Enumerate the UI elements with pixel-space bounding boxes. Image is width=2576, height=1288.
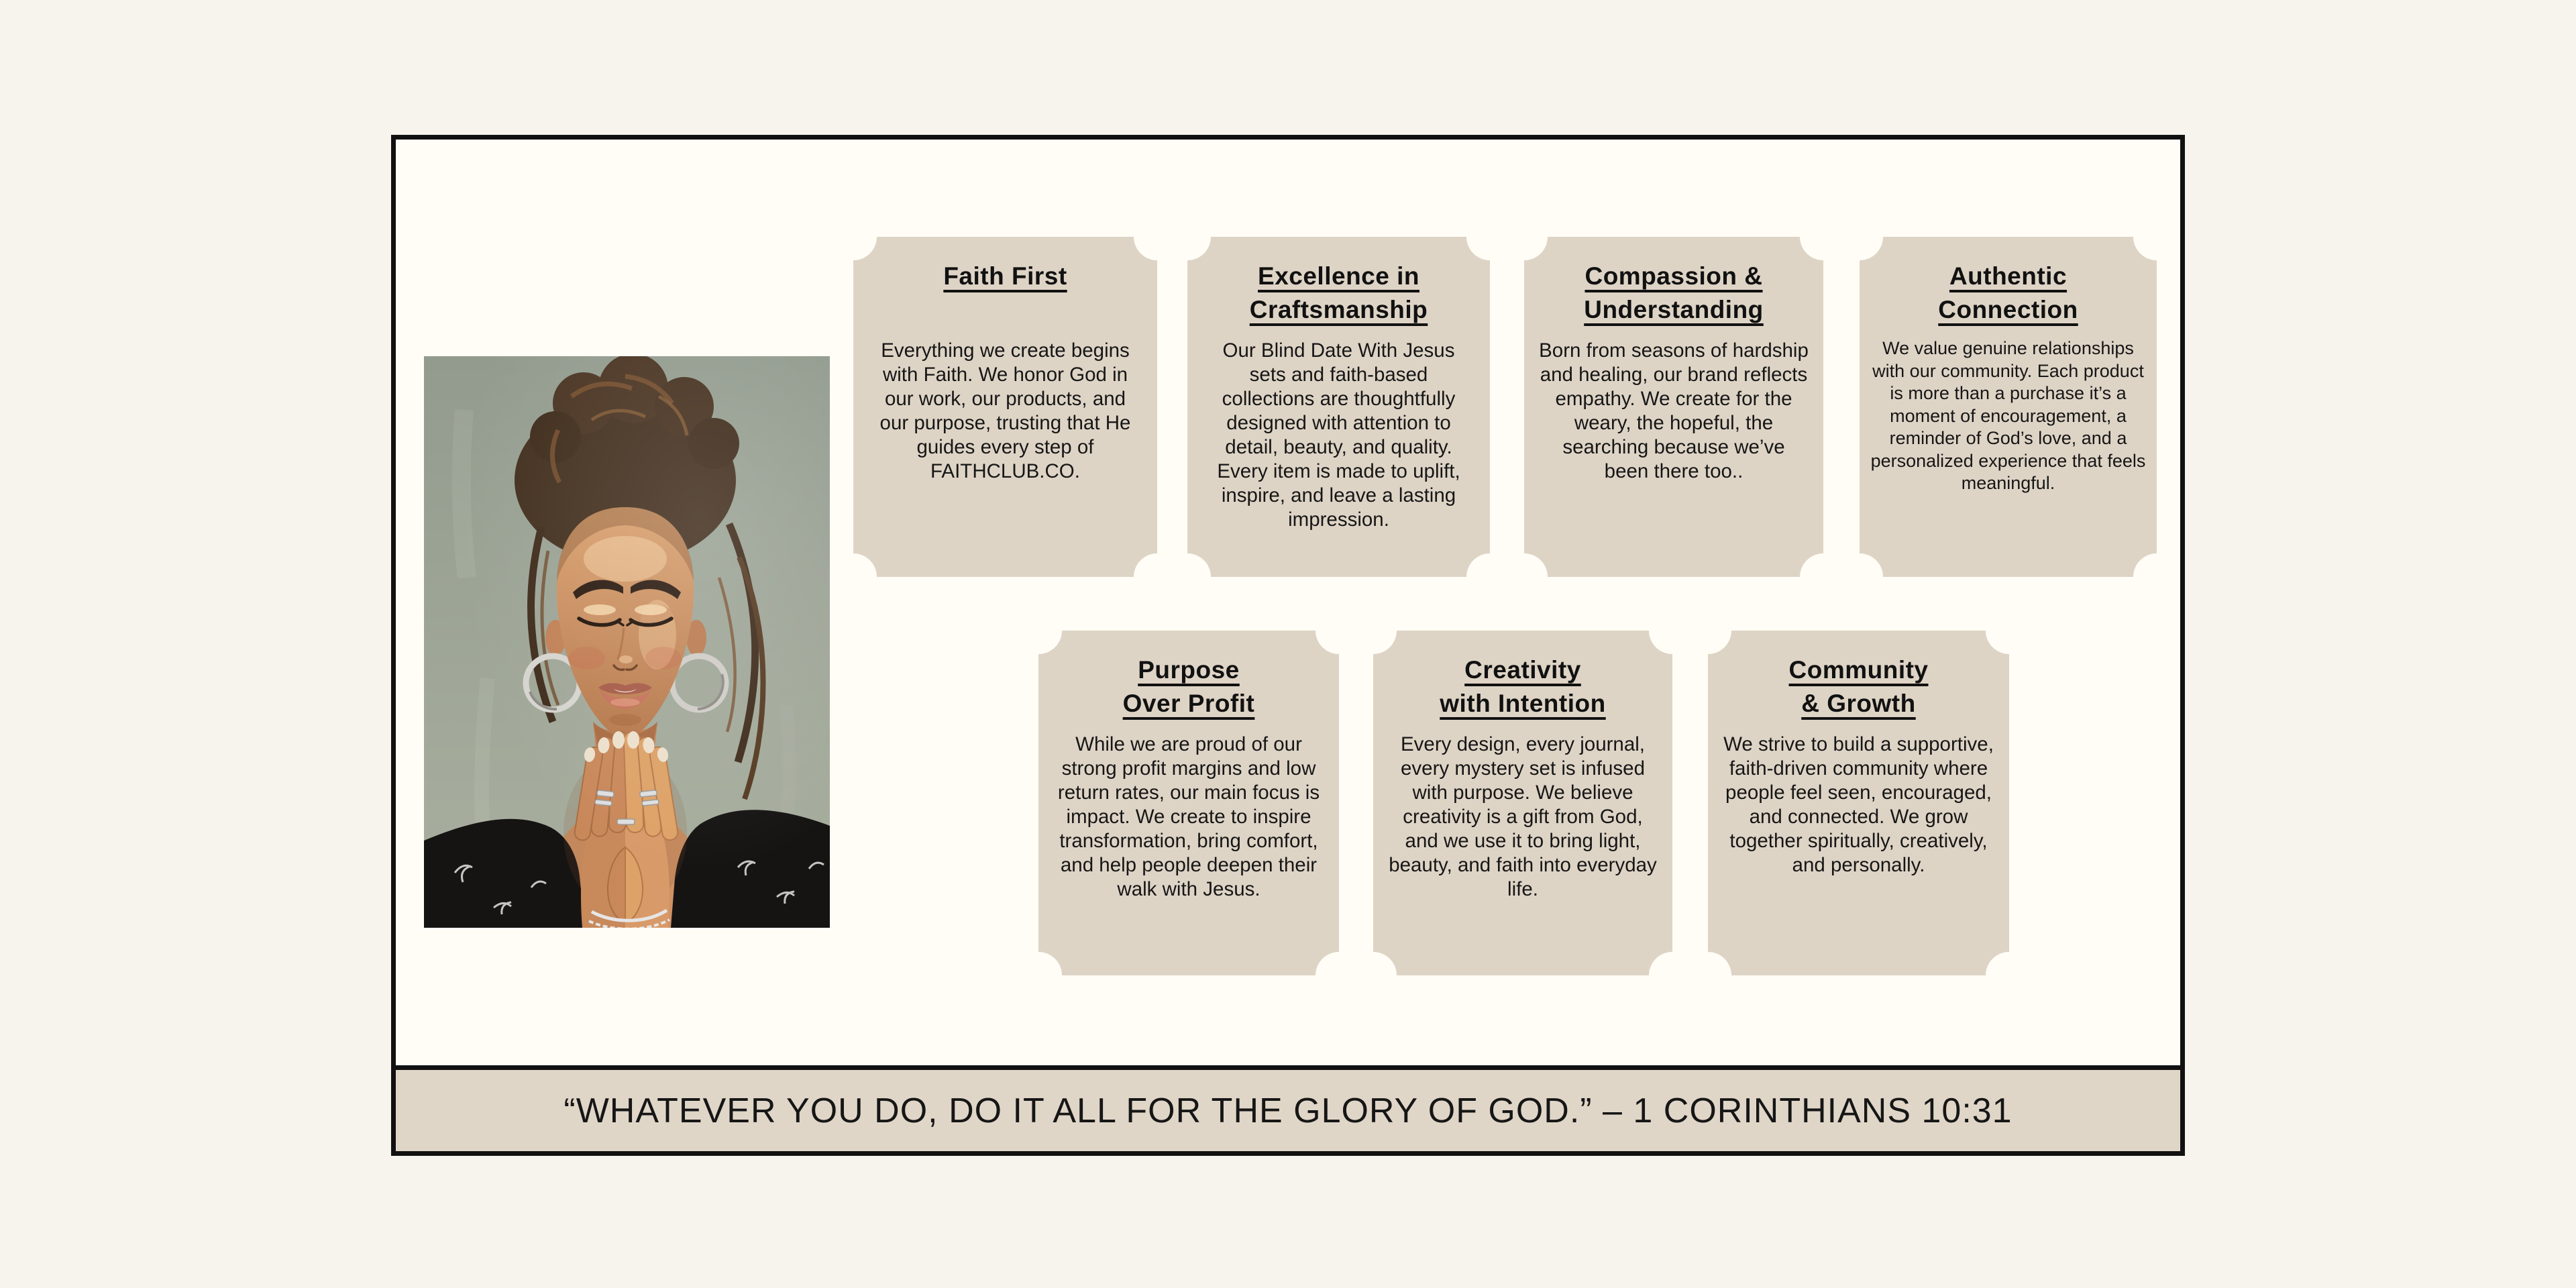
corner-notch <box>1164 553 1211 600</box>
card-body: While we are proud of our strong profit margins and low return rates, our main focus is impact. We create to inspire transformation, bring comfort, and help people deepen their walk with Jesus. <box>1057 733 1320 900</box>
card-body: Our Blind Date With Jesus sets and faith-based collections are thoughtfully designed with attention to detail, beauty, and quality. Every item is made to uplift, inspire, and leave a lasting impression. <box>1217 339 1460 531</box>
woman-praying-portrait <box>424 356 830 928</box>
scripture-quote-text: “WHATEVER YOU DO, DO IT ALL FOR THE GLORY OF GOD.” – 1 CORINTHIANS 10:31 <box>564 1091 2012 1130</box>
slide-frame <box>391 135 2185 1156</box>
value-card-authentic-connection <box>1860 237 2157 577</box>
card-body: Everything we create begins with Faith. We honor God in our work, our products, and our purpose, trusting that He guides every step of FAITHCLUB.CO. <box>879 339 1131 482</box>
value-card-faith-first <box>853 237 1157 577</box>
card-title: Excellence in Craftsmanship <box>1249 262 1428 323</box>
corner-notch <box>830 213 877 260</box>
card-body: Born from seasons of hardship and healing, our brand reflects empathy. We create for the weary, the hopeful, the searching because we’ve been there too.. <box>1539 339 1809 482</box>
corner-notch <box>1350 952 1397 999</box>
corner-notch <box>1986 952 2033 999</box>
corner-notch <box>1684 607 1731 654</box>
card-title: Compassion & Understanding <box>1584 262 1764 323</box>
value-card-creativity <box>1373 631 1672 975</box>
corner-notch <box>1015 952 1062 999</box>
corner-notch <box>2133 213 2180 260</box>
card-title: Community & Growth <box>1788 656 1929 717</box>
corner-notch <box>830 553 877 600</box>
corner-notch <box>1015 607 1062 654</box>
corner-notch <box>1501 553 1548 600</box>
corner-notch <box>1836 553 1883 600</box>
card-body: We strive to build a supportive, faith-driven community where people feel seen, encouraged, and connected. We grow together spiritually, creatively, and personally. <box>1723 733 1994 876</box>
card-body: We value genuine relationships with our community. Each product is more than a purchase it’s a moment of encouragement, a reminder of God’s love, and a personalized experience that feels meaningful. <box>1870 338 2146 493</box>
card-body: Every design, every journal, every mystery set is infused with purpose. We believe creativity is a gift from God, and we use it to bring light, beauty, and faith into everyday life. <box>1389 733 1657 900</box>
card-title: Creativity with Intention <box>1440 656 1606 717</box>
value-card-purpose-over-profit <box>1038 631 1339 975</box>
corner-notch <box>2133 553 2180 600</box>
card-title: Purpose Over Profit <box>1122 656 1255 717</box>
card-title: Faith First <box>943 262 1067 290</box>
corner-notch <box>1684 952 1731 999</box>
corner-notch <box>1350 607 1397 654</box>
value-card-community-growth <box>1708 631 2009 975</box>
corner-notch <box>1164 213 1211 260</box>
corner-notch <box>1501 213 1548 260</box>
corner-notch <box>1836 213 1883 260</box>
scripture-quote-bar <box>396 1065 2180 1151</box>
corner-notch <box>1986 607 2033 654</box>
value-card-compassion <box>1524 237 1823 577</box>
value-card-excellence <box>1187 237 1490 577</box>
card-title: Authentic Connection <box>1938 262 2078 323</box>
